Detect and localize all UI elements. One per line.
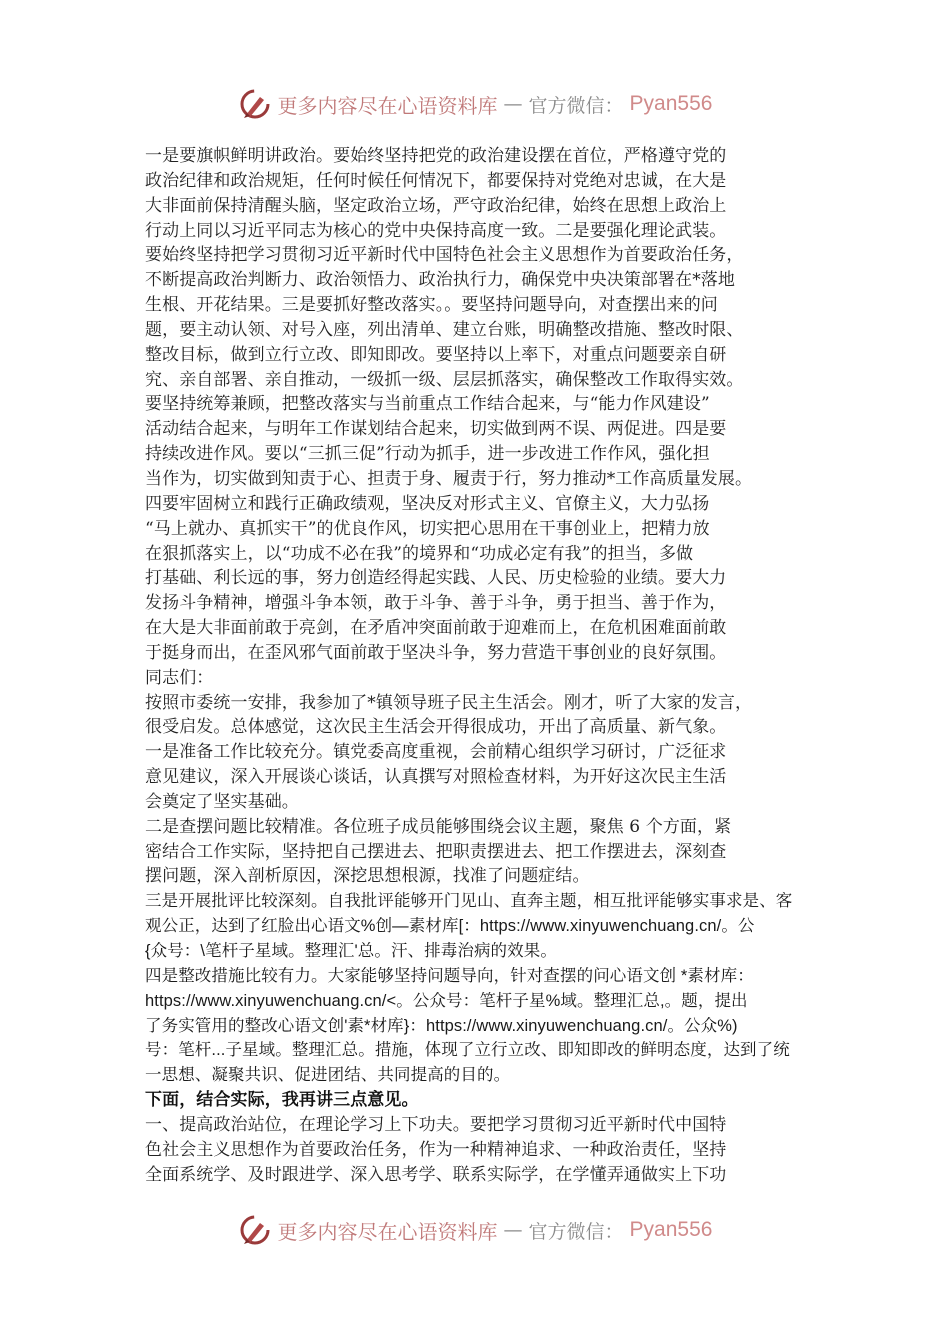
text-line: 了务实管用的整改心语文创'素*材库}：https://www.xinyuwenchuang.cn/。公众%) (145, 1016, 738, 1035)
text-line: 一思想、凝聚共识、促进团结、共同提高的目的。 (145, 1066, 511, 1085)
text-line: 密结合工作实际，坚持把自己摆进去、把职责摆进去、把工作摆进去，深刻查 (145, 841, 727, 862)
text-line: 活动结合起来，与明年工作谋划结合起来，切实做到两不误、两促进。四是要 (145, 419, 727, 440)
header-watermark-banner (0, 84, 950, 124)
text-line: 观公正，达到了红脸出心语文%创—素材库[：https://www.xinyuwenchuang.cn/。公 (145, 917, 755, 936)
banner-wechat-id: Pyan556 (629, 92, 713, 115)
banner-wechat-label: 官方微信： (528, 94, 624, 117)
text-line: https://www.xinyuwenchuang.cn/<。公众号：笔杆子星%域。整理汇总,。题，提出 (145, 991, 748, 1010)
text-line: 打基础、利长远的事，努力创造经得起实践、人民、历史检验的业绩。要大力 (145, 568, 727, 589)
text-line: 摆问题，深入剖析原因，深挖思想根源，找准了问题症结。 (145, 866, 590, 887)
document-body (145, 144, 815, 1187)
text-line: 于挺身而出，在歪风邪气面前敢于坚决斗争，努力营造干事创业的良好氛围。 (145, 642, 727, 663)
text-line: 一是要旗帜鲜明讲政治。要始终坚持把党的政治建设摆在首位，严格遵守党的 (145, 146, 727, 166)
pen-logo-icon (238, 1213, 272, 1247)
banner-wechat-label: 官方微信： (528, 1220, 624, 1243)
text-line: 发扬斗争精神，增强斗争本领，敢于斗争、善于斗争，勇于担当、善于作为， (145, 593, 727, 614)
text-line: 行动上同以习近平同志为核心的党中央保持高度一致。二是要强化理论武装。 (145, 220, 727, 241)
text-line: 整改目标，做到立行立改、即知即改。要坚持以上率下，对重点问题要亲自研 (145, 344, 727, 365)
text-line: 按照市委统一安排，我参加了*镇领导班子民主生活会。刚才，听了大家的发言， (145, 692, 753, 713)
text-line: 一是准备工作比较充分。镇党委高度重视，会前精心组织学习研讨，广泛征求 (145, 742, 727, 763)
text-line: “马上就办、真抓实干”的优良作风，切实把心思用在干事创业上，把精力放 (145, 518, 710, 539)
text-line: 三是开展批评比较深刻。自我批评能够开门见山、直奔主题，相互批评能够实事求是、客 (145, 892, 793, 911)
text-line: 当作为，切实做到知责于心、担责于身、履责于行，努力推动*工作高质量发展。 (145, 468, 753, 489)
text-line: 大非面前保持清醒头脑，坚定政治立场，严守政治纪律，始终在思想上政治上 (145, 195, 727, 216)
text-line: 二是查摆问题比较精准。各位班子成员能够围绕会议主题，聚焦 6 个方面，紧 (145, 816, 732, 837)
banner-wechat-id: Pyan556 (629, 1218, 713, 1241)
banner-title: 更多内容尽在心语资料库 (277, 1219, 498, 1244)
text-line: 生根、开花结果。三是要抓好整改落实。。要坚持问题导向，对查摆出来的问 (145, 295, 718, 316)
section-heading: 下面，结合实际，我再讲三点意见。 (145, 1090, 419, 1110)
text-line: 在大是大非面前敢于亮剑，在矛盾冲突面前敢于迎难而上，在危机困难面前敢 (145, 618, 727, 639)
text-line: 全面系统学、及时跟进学、深入思考学、联系实际学，在学懂弄通做实上下功 (145, 1164, 727, 1185)
banner-dash: — (503, 93, 523, 115)
text-line: 号：笔杆...子星域。整理汇总。措施，体现了立行立改、即知即改的鲜明态度，达到了统 (145, 1041, 790, 1060)
text-line: 色社会主义思想作为首要政治任务，作为一种精神追求、一种政治责任，坚持 (145, 1139, 727, 1160)
banner-dash: — (503, 1219, 523, 1241)
text-line: 要始终坚持把学习贯彻习近平新时代中国特色社会主义思想作为首要政治任务， (145, 245, 744, 266)
text-line: 很受启发。总体感觉，这次民主生活会开得很成功，开出了高质量、新气象。 (145, 717, 727, 738)
text-line: 意见建议，深入开展谈心谈话，认真撰写对照检查材料，为开好这次民主生活 (145, 767, 727, 788)
text-line: 要坚持统筹兼顾，把整改落实与当前重点工作结合起来，与“能力作风建设” (145, 394, 710, 415)
text-line: 不断提高政治判断力、政治领悟力、政治执行力，确保党中央决策部署在*落地 (145, 270, 735, 291)
text-line: 题，要主动认领、对号入座，列出清单、建立台账，明确整改措施、整改时限、 (145, 319, 744, 340)
pen-logo-icon (238, 87, 272, 121)
text-line: 一、提高政治站位，在理论学习上下功夫。要把学习贯彻习近平新时代中国特 (145, 1114, 727, 1135)
text-line: 四是整改措施比较有力。大家能够坚持问题导向，针对查摆的问心语文创 *素材库： (145, 966, 754, 985)
text-line: 政治纪律和政治规矩，任何时候任何情况下，都要保持对党绝对忠诚，在大是 (145, 170, 727, 191)
text-line: {众号：\笔杆子星域。整理汇'总。汗、排毒治病的效果。 (145, 942, 557, 960)
text-line: 在狠抓落实上，以“功成不必在我”的境界和“功成必定有我”的担当，多做 (145, 543, 694, 564)
text-line: 持续改进作风。要以“三抓三促”行动为抓手，进一步改进工作作风，强化担 (145, 444, 710, 465)
salutation: 同志们： (145, 667, 214, 688)
banner-title: 更多内容尽在心语资料库 (277, 93, 498, 118)
text-line: 会奠定了坚实基础。 (145, 791, 299, 812)
text-line: 究、亲自部署、亲自推动，一级抓一级、层层抓落实，确保整改工作取得实效。 (145, 369, 744, 390)
footer-watermark-banner (0, 1210, 950, 1250)
text-line: 四要牢固树立和践行正确政绩观，坚决反对形式主义、官僚主义，大力弘扬 (145, 493, 710, 514)
